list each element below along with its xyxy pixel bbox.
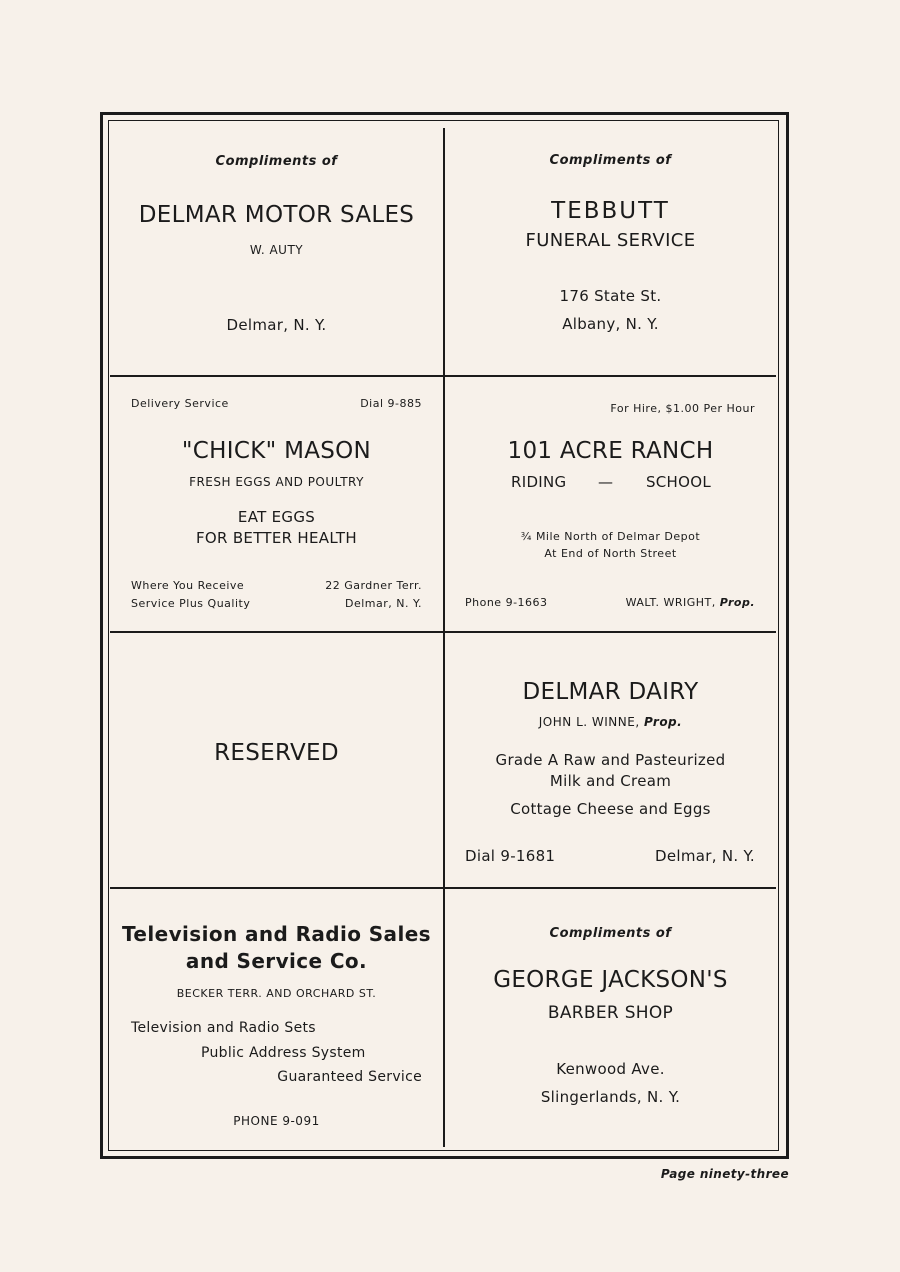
proprietor-label: Prop. [719,596,755,609]
tagline-2: Service Plus Quality [131,597,251,610]
owner-name: W. AUTY [249,243,304,257]
ad-george-jacksons [445,889,776,1147]
directions-1: ¾ Mile North of Delmar Depot [520,530,701,543]
business-subtitle: BARBER SHOP [547,1003,674,1023]
service-1: Television and Radio Sets [131,1020,316,1036]
directions-2: At End of North Street [544,547,677,560]
compliments-label: Compliments of [215,154,338,169]
reserved-label: RESERVED [214,740,339,766]
owner [445,716,776,728]
business-subtitle: FUNERAL SERVICE [525,230,696,251]
ad-acre-ranch [445,377,776,631]
products: FRESH EGGS AND POULTRY [189,475,364,489]
ad-television-radio [110,889,443,1147]
product-line-3: Cottage Cheese and Eggs [510,800,711,818]
riding-label: RIDING [511,473,567,491]
compliments-label: Compliments of [549,153,672,168]
city: Slingerlands, N. Y. [540,1088,681,1106]
address-1: 22 Gardner Terr. [325,579,422,592]
proprietor [626,597,755,608]
product-line-1: Grade A Raw and Pasteurized [495,751,726,769]
service-2: Public Address System [201,1045,366,1061]
page-number: Page ninety-three [660,1167,789,1181]
owner-name: JOHN L. WINNE, [538,715,640,729]
proprietor-label: Prop. [643,715,683,729]
street-address: Kenwood Ave. [556,1060,665,1078]
school-label: SCHOOL [645,473,711,491]
street-address: 176 State St. [559,287,662,305]
ad-reserved [110,633,443,887]
dial-number: Dial 9-1681 [465,847,556,865]
product-line-2: Milk and Cream [549,772,672,790]
compliments-label: Compliments of [549,926,672,941]
address: BECKER TERR. AND ORCHARD ST. [176,987,377,1000]
business-name: DELMAR DAIRY [522,679,699,705]
business-name: TEBBUTT [551,198,670,224]
ad-tebbutt [445,122,776,375]
proprietor-name: WALT. WRIGHT, [625,596,716,609]
city: Delmar, N. Y. [654,847,755,865]
business-name: 101 ACRE RANCH [507,438,714,464]
ad-delmar-motor-sales [110,122,443,375]
location: Delmar, N. Y. [226,316,327,334]
city: Albany, N. Y. [562,315,659,333]
address-2: Delmar, N. Y. [345,597,422,610]
business-name-line-2: and Service Co. [185,949,368,973]
ad-delmar-dairy [445,633,776,887]
business-name-line-1: Television and Radio Sales [122,922,431,946]
hire-rate: For Hire, $1.00 Per Hour [610,402,755,415]
business-name: GEORGE JACKSON'S [493,967,728,993]
phone: PHONE 9-091 [233,1114,320,1128]
phone: Phone 9-1663 [465,596,548,609]
business-name: DELMAR MOTOR SALES [138,202,415,228]
tagline-1: Where You Receive [131,579,245,592]
business-name: "CHICK" MASON [181,438,372,464]
delivery-label: Delivery Service [131,397,229,410]
slogan-line-2: FOR BETTER HEALTH [196,529,357,547]
dash: — [598,473,614,491]
service-3: Guaranteed Service [277,1069,422,1085]
dial-number: Dial 9-885 [360,397,422,410]
ad-chick-mason [110,377,443,631]
slogan-line-1: EAT EGGS [237,508,316,526]
